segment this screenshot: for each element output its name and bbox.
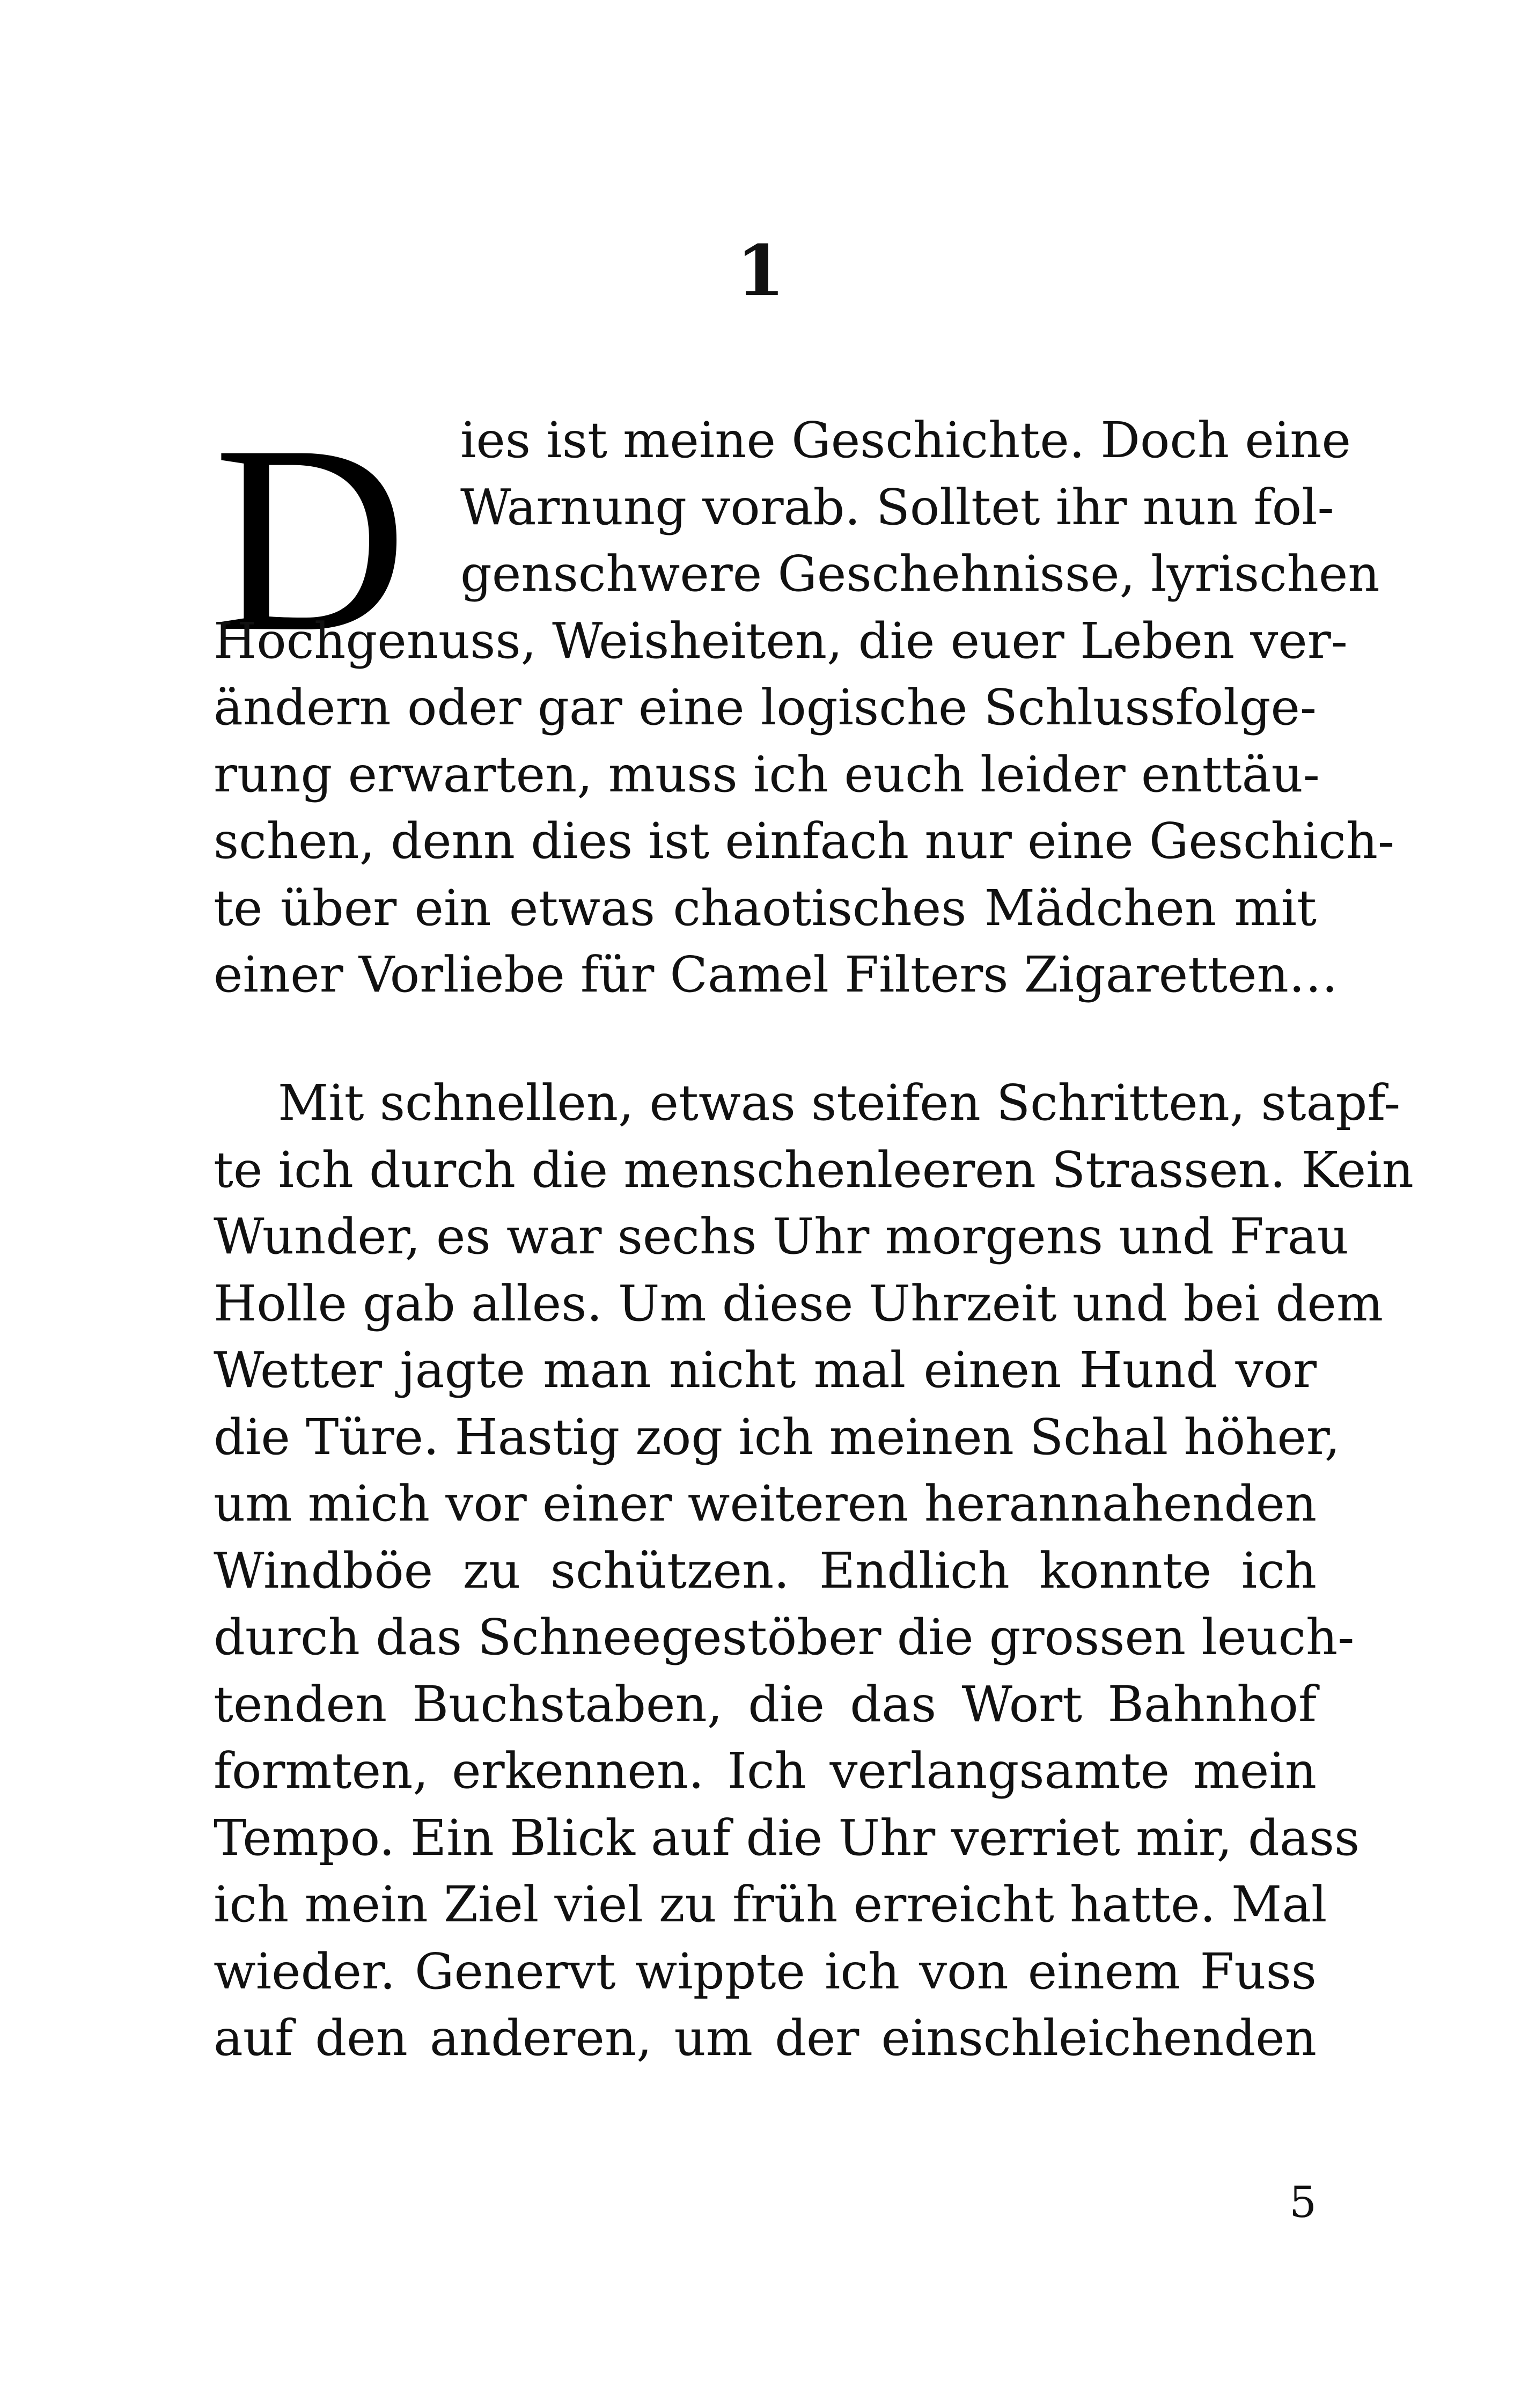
text-line: rung erwarten, muss ich euch leider enttäu-	[214, 745, 1320, 803]
text-line: wieder. Genervt wippte ich von einem Fuss	[214, 1942, 1317, 2000]
text-line: die Türe. Hastig zog ich meinen Schal höher,	[214, 1408, 1340, 1466]
text-line: auf den anderen, um der einschleichenden	[214, 2009, 1317, 2067]
text-line: genschwere Geschehnisse, lyrischen	[460, 545, 1380, 603]
text-line: tenden Buchstaben, die das Wort Bahnhof	[214, 1675, 1317, 1733]
text-line: te über ein etwas chaotisches Mädchen mit	[214, 879, 1317, 937]
chapter-number: 1	[736, 230, 785, 312]
text-line: Windböe zu schützen. Endlich konnte ich	[214, 1541, 1317, 1599]
paragraph-2	[214, 1070, 1414, 2072]
text-line: ies ist meine Geschichte. Doch eine	[460, 412, 1351, 469]
text-line: ich mein Ziel viel zu früh erreicht hatte. Mal	[214, 1876, 1327, 1933]
text-line: einer Vorliebe für Camel Filters Zigaretten…	[214, 946, 1338, 1003]
text-line: Warnung vorab. Solltet ihr nun fol-	[460, 478, 1334, 536]
page-number: 5	[1289, 2177, 1317, 2227]
text-line: Wunder, es war sechs Uhr morgens und Frau	[214, 1208, 1349, 1265]
text-line: Wetter jagte man nicht mal einen Hund vor	[214, 1341, 1317, 1399]
text-line: Holle gab alles. Um diese Uhrzeit und bei dem	[214, 1274, 1384, 1332]
text-line: Tempo. Ein Blick auf die Uhr verriet mir, dass	[214, 1809, 1360, 1867]
text-line: ändern oder gar eine logische Schlussfolge-	[214, 679, 1317, 736]
text-line: Mit schnellen, etwas steifen Schritten, stapf-	[278, 1074, 1401, 1132]
text-line: durch das Schneegestöber die grossen leuch-	[214, 1609, 1355, 1666]
paragraph-1	[214, 390, 1395, 1009]
text-line: Hochgenuss, Weisheiten, die euer Leben ver-	[214, 612, 1348, 670]
text-line: um mich vor einer weiteren herannahenden	[214, 1475, 1317, 1532]
drop-cap: D	[214, 390, 408, 687]
text-line: schen, denn dies ist einfach nur eine Geschich-	[214, 812, 1395, 870]
text-line: te ich durch die menschenleeren Strassen. Kein	[214, 1141, 1414, 1199]
text-line: formten, erkennen. Ich verlangsamte mein	[214, 1742, 1317, 1800]
